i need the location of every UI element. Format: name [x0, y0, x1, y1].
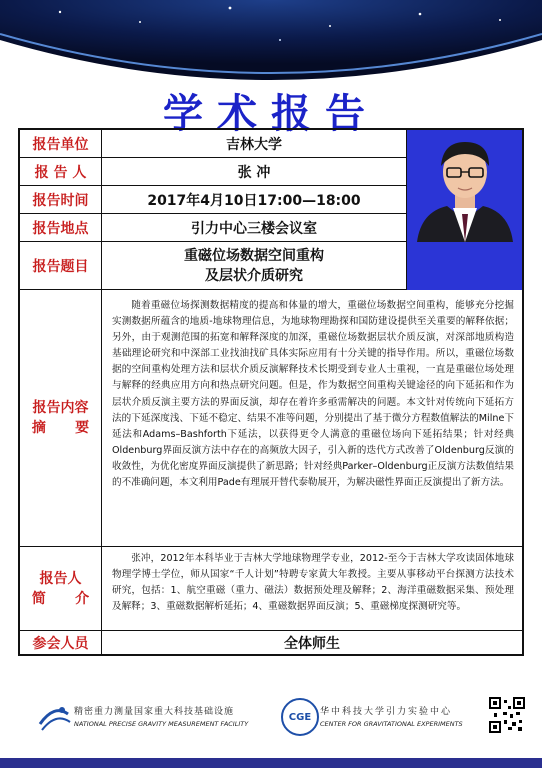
footer-left-cn: 精密重力测量国家重大科技基础设施: [74, 707, 235, 717]
label-time: 报告时间: [20, 186, 102, 213]
footer-right-cn: 华中科技大学引力实验中心: [320, 707, 453, 717]
value-topic: [102, 242, 406, 289]
label-attendees: 参会人员: [20, 631, 102, 654]
gravity-facility-logo-icon: [36, 700, 72, 736]
row-place: [20, 214, 406, 242]
value-place: 引力中心三楼会议室: [191, 220, 317, 237]
cge-logo-icon: CGE: [281, 698, 319, 736]
row-attendees: [20, 631, 522, 654]
label-speaker: 报 告 人: [20, 158, 102, 185]
label-abstract-line-2: 摘 要: [31, 420, 90, 436]
footer-right-en: CENTER FOR GRAVITATIONAL EXPERIMENTS: [320, 720, 463, 728]
row-abstract: [20, 290, 522, 547]
label-unit: 报告单位: [20, 130, 102, 157]
label-bio-line-1: 报告人: [39, 570, 82, 587]
footer-left-en: NATIONAL PRECISE GRAVITY MEASUREMENT FACILITY: [74, 720, 249, 728]
qr-code-icon: [488, 696, 526, 734]
row-time: [20, 186, 406, 214]
label-place: 报告地点: [20, 214, 102, 241]
abstract-text: 随着重磁位场探测数据精度的提高和体量的增大，重磁位场数据空间重构，能够充分挖掘实测数据所蕴含的地质-地球物理信息，为地球物理勘探和国防建设提供至关重要的解释依据；另外，由于观测范围的拓宽和解释深度的加深，重磁位场数据层状介质反演，对深部地质构造基础理论研究和中深部工业找油找矿具体实际应用有十分关键的指导作用。所以，重磁位场数据的空间重构处理方法和层状介质反演解释技术长期受到专业人士重视，一直是重磁位场处理与解释的经典应用方向和热点研究问题。但是，作为数据空间重构关键途径的向下延拓和作为层状介质反演主要方法的界面反演，却存在着许多亟需解决的问题。本文针对传统向下延拓方法的下延深度浅、下延不稳定、结果不准等问题，分别提出了基于微分方程数值解法的Milne下延法和Adams–Bashforth下延法，以获得更令人满意的重磁位场向下延拓结果；针对经典Oldenburg界面反演方法中存在的高频放大因子，引入新的迭代方式改善了Oldenburg反演的收敛性，为优化密度界面反演提供了新思路；针对经典Parker–Oldenburg正反演方法数值结果的不准确问题，本文利用Pade有理展开替代泰勒展开，为解决磁性界面正反演提出了新方法。: [112, 300, 514, 489]
topic-line-2: 及层状介质研究: [205, 267, 303, 284]
bio-text: 张冲，2012年本科毕业于吉林大学地球物理学专业，2012-至今于吉林大学攻读固体地球物理学博士学位，师从国家“千人计划”特聘专家黄大年教授。主要从事移动平台探测方法技术研究，包括：1、航空重磁（重力、磁法）数据预处理及解释；2、海洋重磁数据采集、预处理及解释；3、重磁数据解析延拓；4、重磁数据界面反演；5、重磁梯度探测研究等。: [112, 553, 514, 613]
label-topic: 报告题目: [20, 242, 102, 289]
row-unit: [20, 130, 406, 158]
value-unit: 吉林大学: [226, 136, 282, 153]
speaker-portrait-image: [407, 130, 522, 242]
speaker-photo: [406, 130, 522, 290]
report-info-table: [18, 128, 524, 656]
row-speaker: [20, 158, 406, 186]
value-attendees: 全体师生: [284, 635, 340, 652]
footer-bar: [0, 758, 542, 768]
label-bio-line-2: 简 介: [31, 590, 90, 607]
label-abstract-line-1: 报告内容: [32, 400, 89, 416]
label-bio: [20, 547, 102, 630]
page-title: 学术报告: [163, 91, 379, 137]
value-time: 2017年4月10日17:00—18:00: [147, 192, 361, 209]
label-abstract: [20, 290, 102, 546]
row-bio: [20, 547, 522, 631]
topic-line-1: 重磁位场数据空间重构: [184, 247, 324, 264]
footer: [0, 690, 542, 768]
value-speaker: 张 冲: [237, 164, 271, 181]
